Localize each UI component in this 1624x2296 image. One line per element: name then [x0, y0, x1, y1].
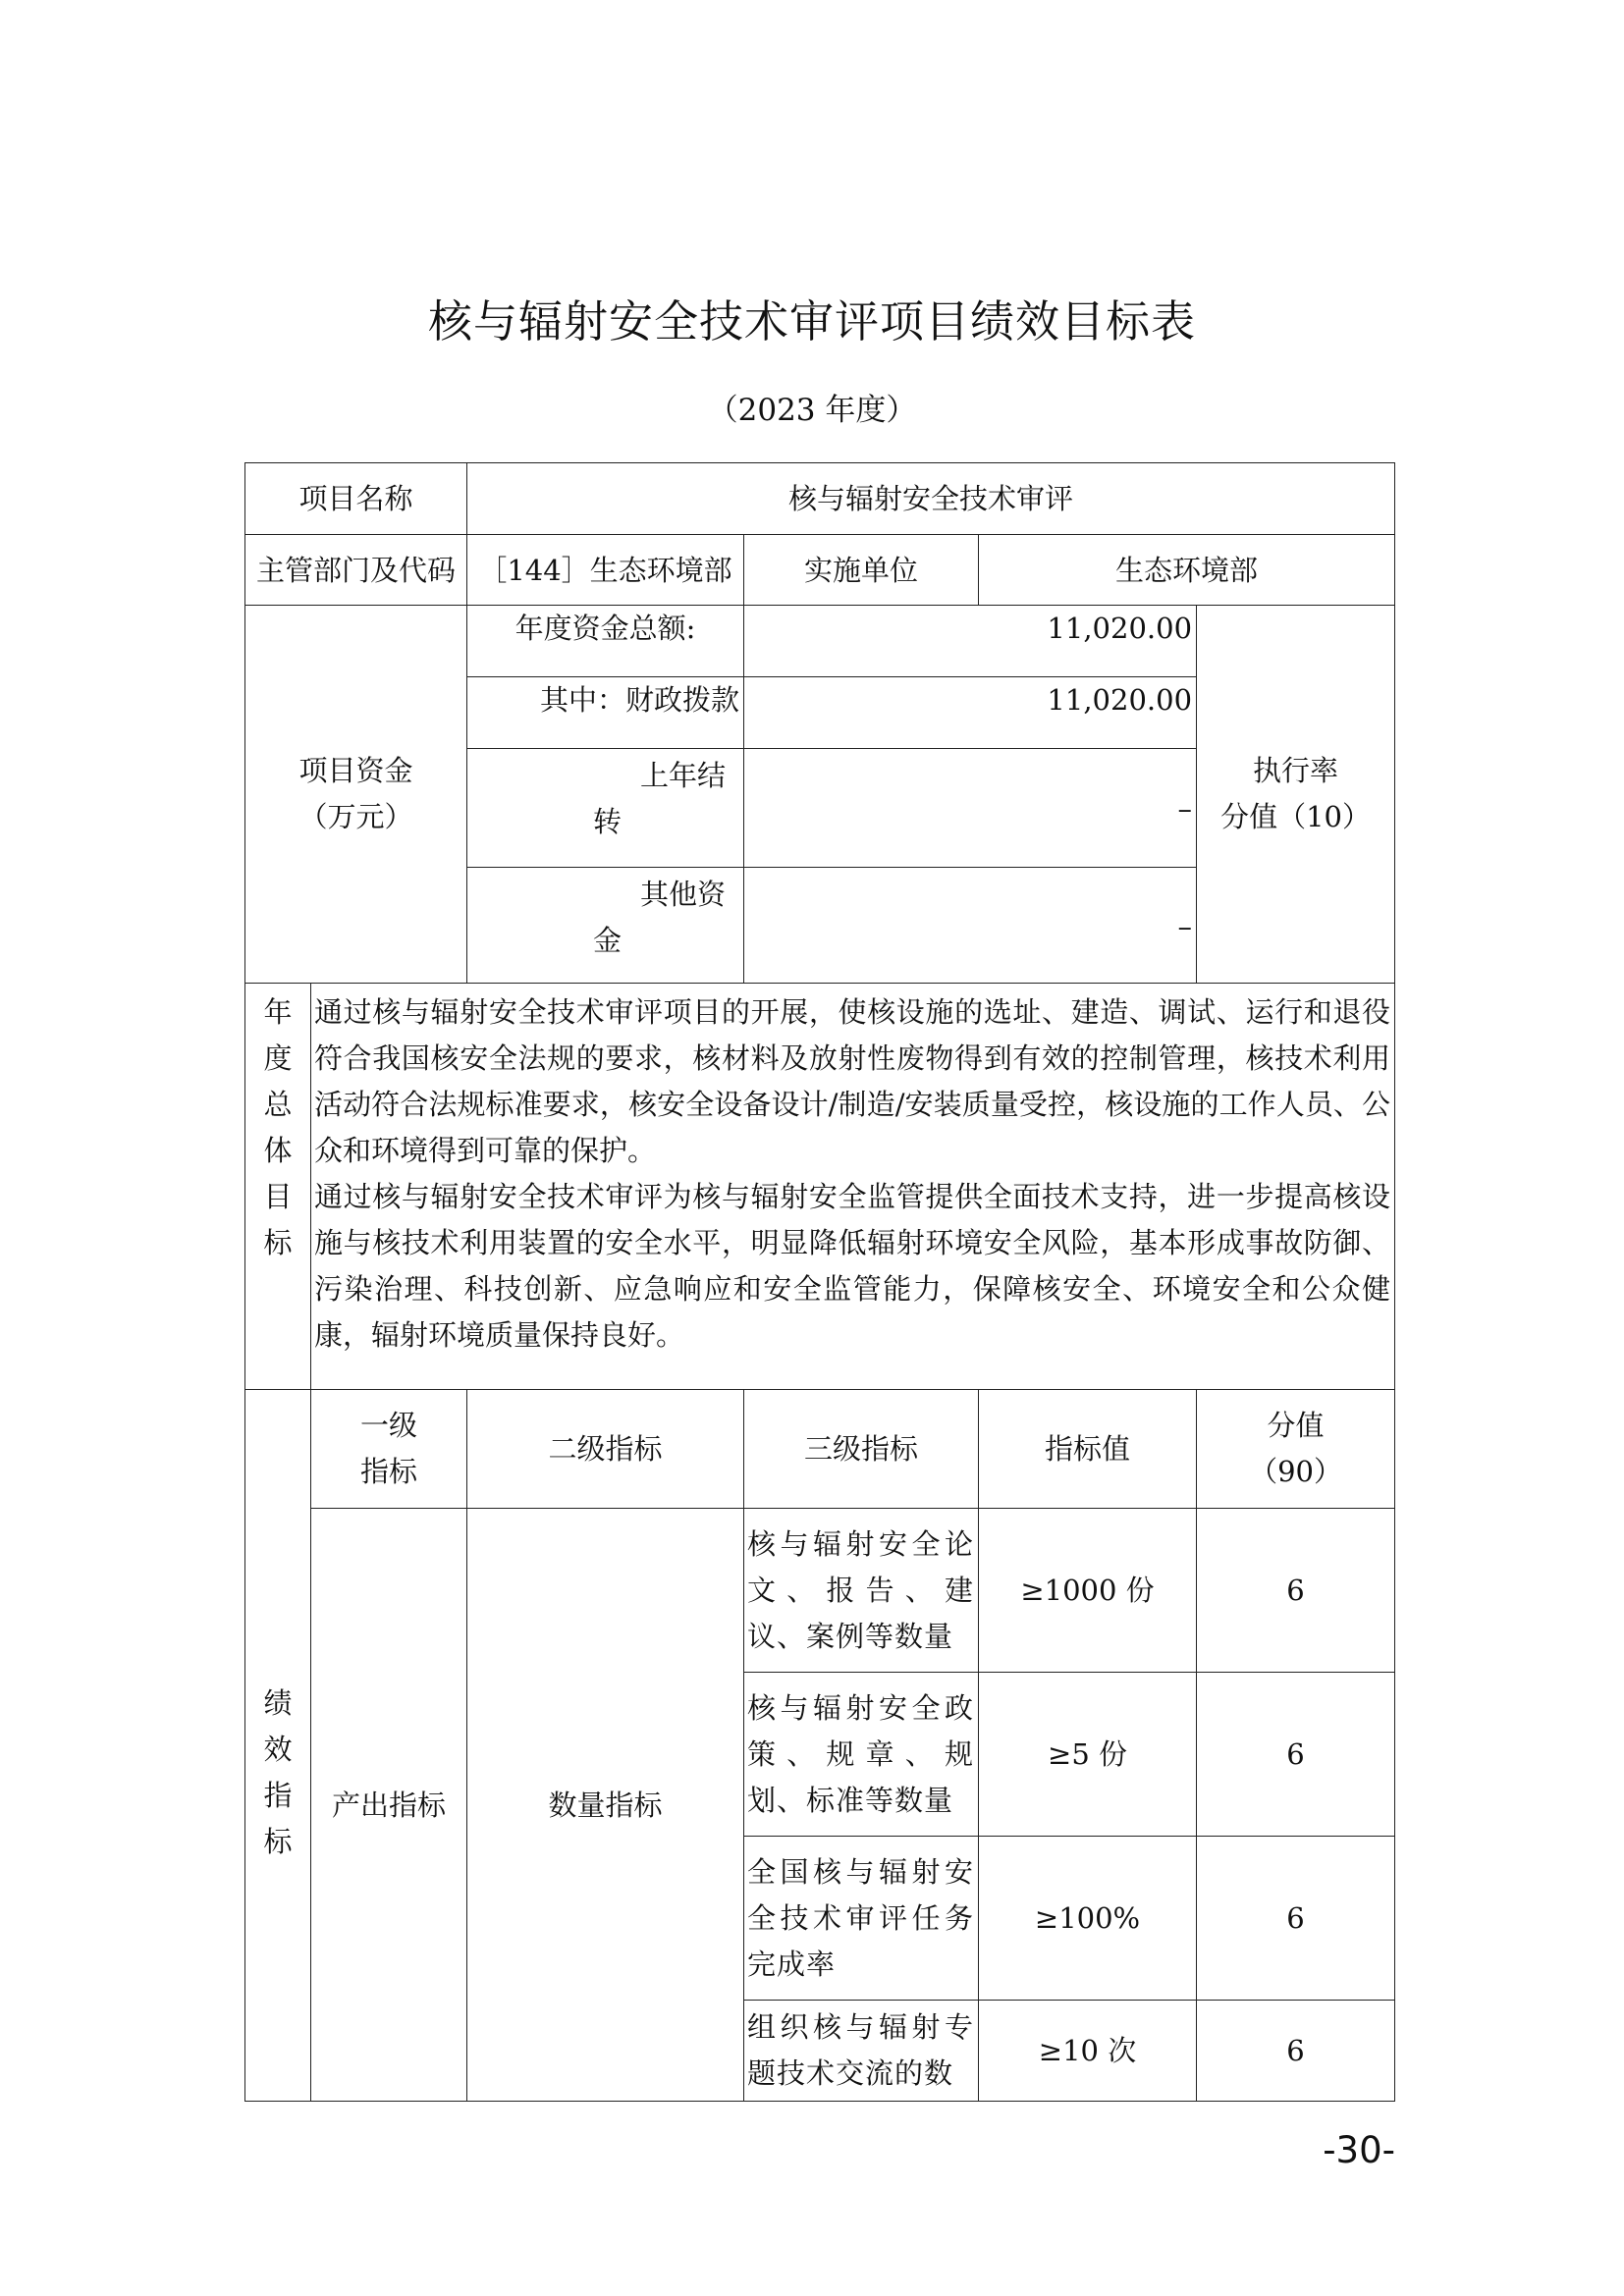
department-label: 主管部门及代码 — [245, 535, 467, 606]
carryover-label — [467, 749, 744, 868]
header-level2: 二级指标 — [467, 1390, 744, 1509]
header-score-line1: 分值 — [1267, 1409, 1325, 1442]
execution-rate-cell — [1197, 606, 1395, 984]
header-level1-line2: 指标 — [360, 1455, 418, 1488]
indicator-target-value: ≥1000 份 — [979, 1509, 1197, 1673]
page-number: -30- — [1323, 2129, 1395, 2171]
annual-goal-label — [245, 984, 311, 1390]
carryover-label-line2: 转 — [593, 805, 623, 838]
performance-target-table — [244, 462, 1395, 2102]
annual-total-value: 11,020.00 — [744, 606, 1197, 677]
annual-total-label: 年度资金总额: — [467, 606, 744, 677]
indicator-target-value: ≥100% — [979, 1837, 1197, 2001]
annual-goal-label-char: 目 — [263, 1180, 293, 1213]
annual-goal-paragraph: 通过核与辐射安全技术审评为核与辐射安全监管提供全面技术支持，进一步提高核设施与核技术利用装置的安全水平，明显降低辐射环境安全风险，基本形成事故防御、污染治理、科技创新、应急响应和安全监管能力，保障核安全、环境安全和公众健康，辐射环境质量保持良好。 — [314, 1180, 1391, 1352]
annual-total-row — [245, 606, 1395, 677]
annual-goal-label-char: 标 — [263, 1226, 293, 1259]
performance-indicator-label-char: 绩 — [263, 1685, 293, 1720]
header-score-line2: （90） — [1249, 1455, 1342, 1488]
header-target-value: 指标值 — [979, 1390, 1197, 1509]
header-level3: 三级指标 — [744, 1390, 979, 1509]
project-name-label: 项目名称 — [245, 463, 467, 535]
fiscal-allocation-value: 11,020.00 — [744, 677, 1197, 749]
other-funds-value — [744, 868, 1197, 984]
indicator-score: 6 — [1197, 1673, 1395, 1837]
annual-goal-text — [311, 984, 1395, 1390]
other-funds-dash: – — [1177, 909, 1193, 943]
fiscal-allocation-label: 其中：财政拨款 — [467, 677, 744, 749]
annual-goal-label-char: 体 — [263, 1134, 293, 1167]
carryover-dash: – — [1177, 792, 1193, 826]
other-funds-label-line2: 金 — [593, 924, 623, 957]
level3-indicator: 核与辐射安全政策、规章、规划、标准等数量 — [744, 1673, 979, 1837]
level3-indicator: 组织核与辐射专题技术交流的数 — [744, 2001, 979, 2102]
project-funds-label-line2: （万元） — [298, 800, 413, 833]
level2-quantity-indicator: 数量指标 — [467, 1509, 744, 2102]
indicator-header-row — [245, 1390, 1395, 1509]
level3-indicator: 核与辐射安全论文、报告、建议、案例等数量 — [744, 1509, 979, 1673]
indicator-target-value: ≥10 次 — [979, 2001, 1197, 2102]
carryover-label-line1: 上年结 — [640, 759, 727, 792]
performance-indicator-label-char: 指 — [263, 1778, 293, 1812]
indicator-score: 6 — [1197, 2001, 1395, 2102]
department-row — [245, 535, 1395, 606]
project-funds-label-line1: 项目资金 — [298, 754, 413, 787]
annual-goal-label-char: 总 — [263, 1088, 293, 1121]
department-value: ［144］生态环境部 — [467, 535, 744, 606]
page-subtitle: （2023 年度） — [707, 393, 917, 428]
other-funds-label-line1: 其他资 — [640, 878, 727, 911]
indicator-target-value: ≥5 份 — [979, 1673, 1197, 1837]
header-level1-line1: 一级 — [360, 1409, 418, 1442]
indicator-score: 6 — [1197, 1509, 1395, 1673]
annual-goal-row — [245, 984, 1395, 1390]
annual-goal-label-char: 度 — [263, 1041, 293, 1075]
performance-indicator-label-char: 标 — [263, 1824, 293, 1858]
indicator-row — [245, 1509, 1395, 1673]
indicator-score: 6 — [1197, 1837, 1395, 2001]
implementing-unit-value: 生态环境部 — [979, 535, 1395, 606]
carryover-value — [744, 749, 1197, 868]
project-name-value: 核与辐射安全技术审评 — [467, 463, 1395, 535]
other-funds-label — [467, 868, 744, 984]
implementing-unit-label: 实施单位 — [744, 535, 979, 606]
level3-indicator: 全国核与辐射安全技术审评任务完成率 — [744, 1837, 979, 2001]
header-level1 — [311, 1390, 467, 1509]
level1-output-indicator: 产出指标 — [311, 1509, 467, 2102]
annual-goal-paragraph: 通过核与辐射安全技术审评项目的开展，使核设施的选址、建造、调试、运行和退役符合我国核安全法规的要求，核材料及放射性废物得到有效的控制管理，核技术利用活动符合法规标准要求，核安全设备设计/制造/安装质量受控，核设施的工作人员、公众和环境得到可靠的保护。 — [314, 995, 1391, 1167]
project-name-row — [245, 463, 1395, 535]
execution-rate-label: 执行率 — [1253, 754, 1339, 787]
performance-indicator-label — [245, 1390, 311, 2102]
execution-score-label: 分值（10） — [1220, 800, 1371, 833]
page-title: 核与辐射安全技术审评项目绩效目标表 — [427, 295, 1196, 347]
performance-indicator-label-char: 效 — [263, 1732, 293, 1766]
header-score — [1197, 1390, 1395, 1509]
project-funds-label — [245, 606, 467, 984]
annual-goal-label-char: 年 — [263, 995, 293, 1029]
